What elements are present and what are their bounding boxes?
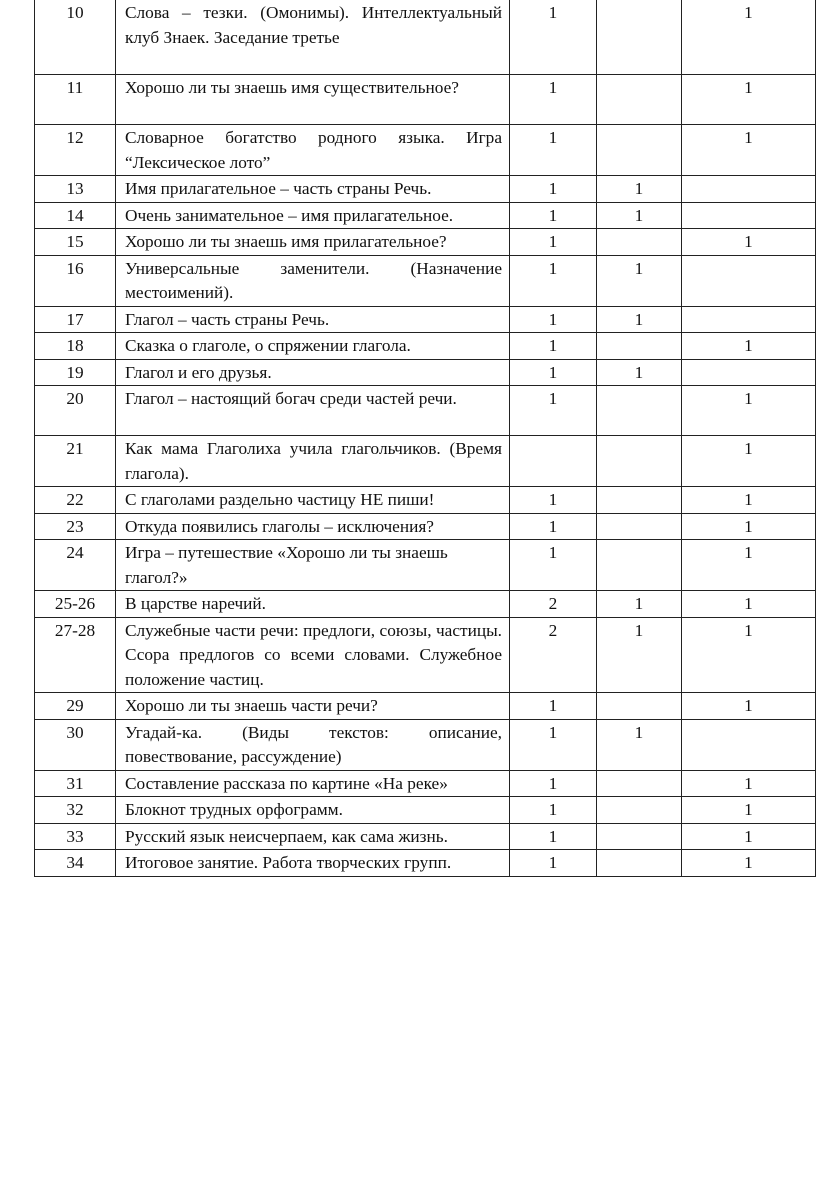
table-row <box>35 333 816 360</box>
lesson-number-cell: 17 <box>35 306 116 333</box>
table-row <box>35 797 816 824</box>
table-row <box>35 176 816 203</box>
hours-theory-cell <box>597 770 682 797</box>
lesson-number-cell: 23 <box>35 513 116 540</box>
hours-total-cell: 1 <box>510 75 597 125</box>
table-row <box>35 513 816 540</box>
hours-practice-cell: 1 <box>682 436 816 487</box>
hours-practice-cell: 1 <box>682 540 816 591</box>
hours-theory-cell <box>597 797 682 824</box>
lesson-topic-cell: Игра – путешествие «Хорошо ли ты знаешь глагол?» <box>116 540 510 591</box>
table-row <box>35 229 816 256</box>
hours-theory-cell: 1 <box>597 719 682 770</box>
lesson-topic-cell: Очень занимательное – имя прилагательное. <box>116 202 510 229</box>
lesson-number-cell: 12 <box>35 125 116 176</box>
table-row <box>35 202 816 229</box>
lesson-topic-cell: Универсальные заменители. (Назначение местоимений). <box>116 255 510 306</box>
hours-practice-cell: 1 <box>682 386 816 436</box>
hours-practice-cell: 1 <box>682 75 816 125</box>
table-row <box>35 850 816 877</box>
hours-practice-cell: 1 <box>682 693 816 720</box>
lesson-topic-cell: Итоговое занятие. Работа творческих групп. <box>116 850 510 877</box>
lesson-number-cell: 22 <box>35 487 116 514</box>
hours-total-cell: 2 <box>510 591 597 618</box>
hours-practice-cell: 1 <box>682 850 816 877</box>
hours-theory-cell <box>597 823 682 850</box>
lesson-number-cell: 19 <box>35 359 116 386</box>
lesson-topic-cell: Хорошо ли ты знаешь имя прилагательное? <box>116 229 510 256</box>
hours-theory-cell <box>597 513 682 540</box>
hours-practice-cell <box>682 176 816 203</box>
lesson-topic-cell: Глагол – часть страны Речь. <box>116 306 510 333</box>
hours-theory-cell: 1 <box>597 202 682 229</box>
hours-total-cell: 1 <box>510 693 597 720</box>
table-row <box>35 125 816 176</box>
hours-theory-cell <box>597 229 682 256</box>
lesson-number-cell: 13 <box>35 176 116 203</box>
hours-theory-cell <box>597 386 682 436</box>
hours-theory-cell <box>597 540 682 591</box>
table-row <box>35 693 816 720</box>
hours-practice-cell: 1 <box>682 797 816 824</box>
lesson-topic-cell: В царстве наречий. <box>116 591 510 618</box>
hours-total-cell: 1 <box>510 770 597 797</box>
table-row <box>35 306 816 333</box>
hours-total-cell: 1 <box>510 540 597 591</box>
hours-total-cell: 1 <box>510 306 597 333</box>
hours-total-cell: 1 <box>510 176 597 203</box>
lesson-topic-cell: Служебные части речи: предлоги, союзы, частицы. Ссора предлогов со всеми словами. Служебное положение частиц. <box>116 617 510 693</box>
table-row <box>35 617 816 693</box>
table-row <box>35 540 816 591</box>
hours-theory-cell <box>597 487 682 514</box>
lesson-number-cell: 29 <box>35 693 116 720</box>
hours-total-cell: 1 <box>510 386 597 436</box>
hours-practice-cell: 1 <box>682 0 816 75</box>
hours-theory-cell <box>597 0 682 75</box>
lesson-topic-cell: Угадай-ка. (Виды текстов: описание, повествование, рассуждение) <box>116 719 510 770</box>
hours-practice-cell <box>682 306 816 333</box>
hours-practice-cell <box>682 255 816 306</box>
hours-theory-cell: 1 <box>597 306 682 333</box>
table-row <box>35 591 816 618</box>
table-row <box>35 823 816 850</box>
hours-practice-cell: 1 <box>682 591 816 618</box>
lesson-number-cell: 20 <box>35 386 116 436</box>
lesson-number-cell: 15 <box>35 229 116 256</box>
lesson-number-cell: 10 <box>35 0 116 75</box>
hours-theory-cell: 1 <box>597 176 682 203</box>
lesson-number-cell: 18 <box>35 333 116 360</box>
hours-total-cell: 1 <box>510 0 597 75</box>
lesson-number-cell: 24 <box>35 540 116 591</box>
hours-practice-cell <box>682 719 816 770</box>
hours-total-cell: 1 <box>510 797 597 824</box>
lesson-topic-cell: Русский язык неисчерпаем, как сама жизнь. <box>116 823 510 850</box>
hours-total-cell: 1 <box>510 125 597 176</box>
hours-practice-cell: 1 <box>682 333 816 360</box>
hours-theory-cell <box>597 693 682 720</box>
lesson-topic-cell: Хорошо ли ты знаешь части речи? <box>116 693 510 720</box>
lesson-number-cell: 16 <box>35 255 116 306</box>
hours-total-cell: 2 <box>510 617 597 693</box>
table-row <box>35 436 816 487</box>
table-row <box>35 359 816 386</box>
hours-total-cell: 1 <box>510 333 597 360</box>
hours-practice-cell: 1 <box>682 770 816 797</box>
hours-practice-cell: 1 <box>682 125 816 176</box>
lesson-number-cell: 11 <box>35 75 116 125</box>
lesson-number-cell: 25-26 <box>35 591 116 618</box>
hours-theory-cell: 1 <box>597 617 682 693</box>
table-row <box>35 75 816 125</box>
hours-total-cell <box>510 436 597 487</box>
hours-practice-cell: 1 <box>682 229 816 256</box>
lesson-number-cell: 33 <box>35 823 116 850</box>
hours-practice-cell: 1 <box>682 513 816 540</box>
hours-theory-cell <box>597 850 682 877</box>
hours-total-cell: 1 <box>510 823 597 850</box>
lesson-topic-cell: С глаголами раздельно частицу НЕ пиши! <box>116 487 510 514</box>
hours-theory-cell <box>597 125 682 176</box>
hours-practice-cell <box>682 359 816 386</box>
lesson-topic-cell: Блокнот трудных орфограмм. <box>116 797 510 824</box>
hours-total-cell: 1 <box>510 513 597 540</box>
hours-theory-cell <box>597 333 682 360</box>
hours-theory-cell: 1 <box>597 255 682 306</box>
lesson-topic-cell: Словарное богатство родного языка. Игра “Лексическое лото” <box>116 125 510 176</box>
lesson-topic-cell: Как мама Глаголиха учила глагольчиков. (Время глагола). <box>116 436 510 487</box>
hours-total-cell: 1 <box>510 255 597 306</box>
lesson-plan-table <box>34 0 816 877</box>
hours-theory-cell <box>597 436 682 487</box>
lesson-table-body <box>35 0 816 876</box>
hours-total-cell: 1 <box>510 359 597 386</box>
lesson-topic-cell: Составление рассказа по картине «На реке» <box>116 770 510 797</box>
hours-total-cell: 1 <box>510 719 597 770</box>
table-row <box>35 255 816 306</box>
lesson-number-cell: 14 <box>35 202 116 229</box>
table-row <box>35 386 816 436</box>
lesson-topic-cell: Глагол и его друзья. <box>116 359 510 386</box>
lesson-number-cell: 27-28 <box>35 617 116 693</box>
lesson-topic-cell: Слова – тезки. (Омонимы). Интеллектуальный клуб Знаек. Заседание третье <box>116 0 510 75</box>
table-row <box>35 0 816 75</box>
hours-practice-cell: 1 <box>682 823 816 850</box>
lesson-topic-cell: Глагол – настоящий богач среди частей речи. <box>116 386 510 436</box>
hours-total-cell: 1 <box>510 850 597 877</box>
lesson-topic-cell: Сказка о глаголе, о спряжении глагола. <box>116 333 510 360</box>
table-row <box>35 719 816 770</box>
lesson-number-cell: 30 <box>35 719 116 770</box>
lesson-number-cell: 31 <box>35 770 116 797</box>
lesson-topic-cell: Имя прилагательное – часть страны Речь. <box>116 176 510 203</box>
lesson-number-cell: 32 <box>35 797 116 824</box>
lesson-topic-cell: Хорошо ли ты знаешь имя существительное? <box>116 75 510 125</box>
lesson-topic-cell: Откуда появились глаголы – исключения? <box>116 513 510 540</box>
hours-total-cell: 1 <box>510 487 597 514</box>
hours-total-cell: 1 <box>510 229 597 256</box>
lesson-number-cell: 34 <box>35 850 116 877</box>
table-row <box>35 770 816 797</box>
hours-theory-cell: 1 <box>597 359 682 386</box>
table-row <box>35 487 816 514</box>
lesson-number-cell: 21 <box>35 436 116 487</box>
hours-practice-cell <box>682 202 816 229</box>
hours-total-cell: 1 <box>510 202 597 229</box>
hours-practice-cell: 1 <box>682 617 816 693</box>
hours-theory-cell: 1 <box>597 591 682 618</box>
hours-practice-cell: 1 <box>682 487 816 514</box>
hours-theory-cell <box>597 75 682 125</box>
